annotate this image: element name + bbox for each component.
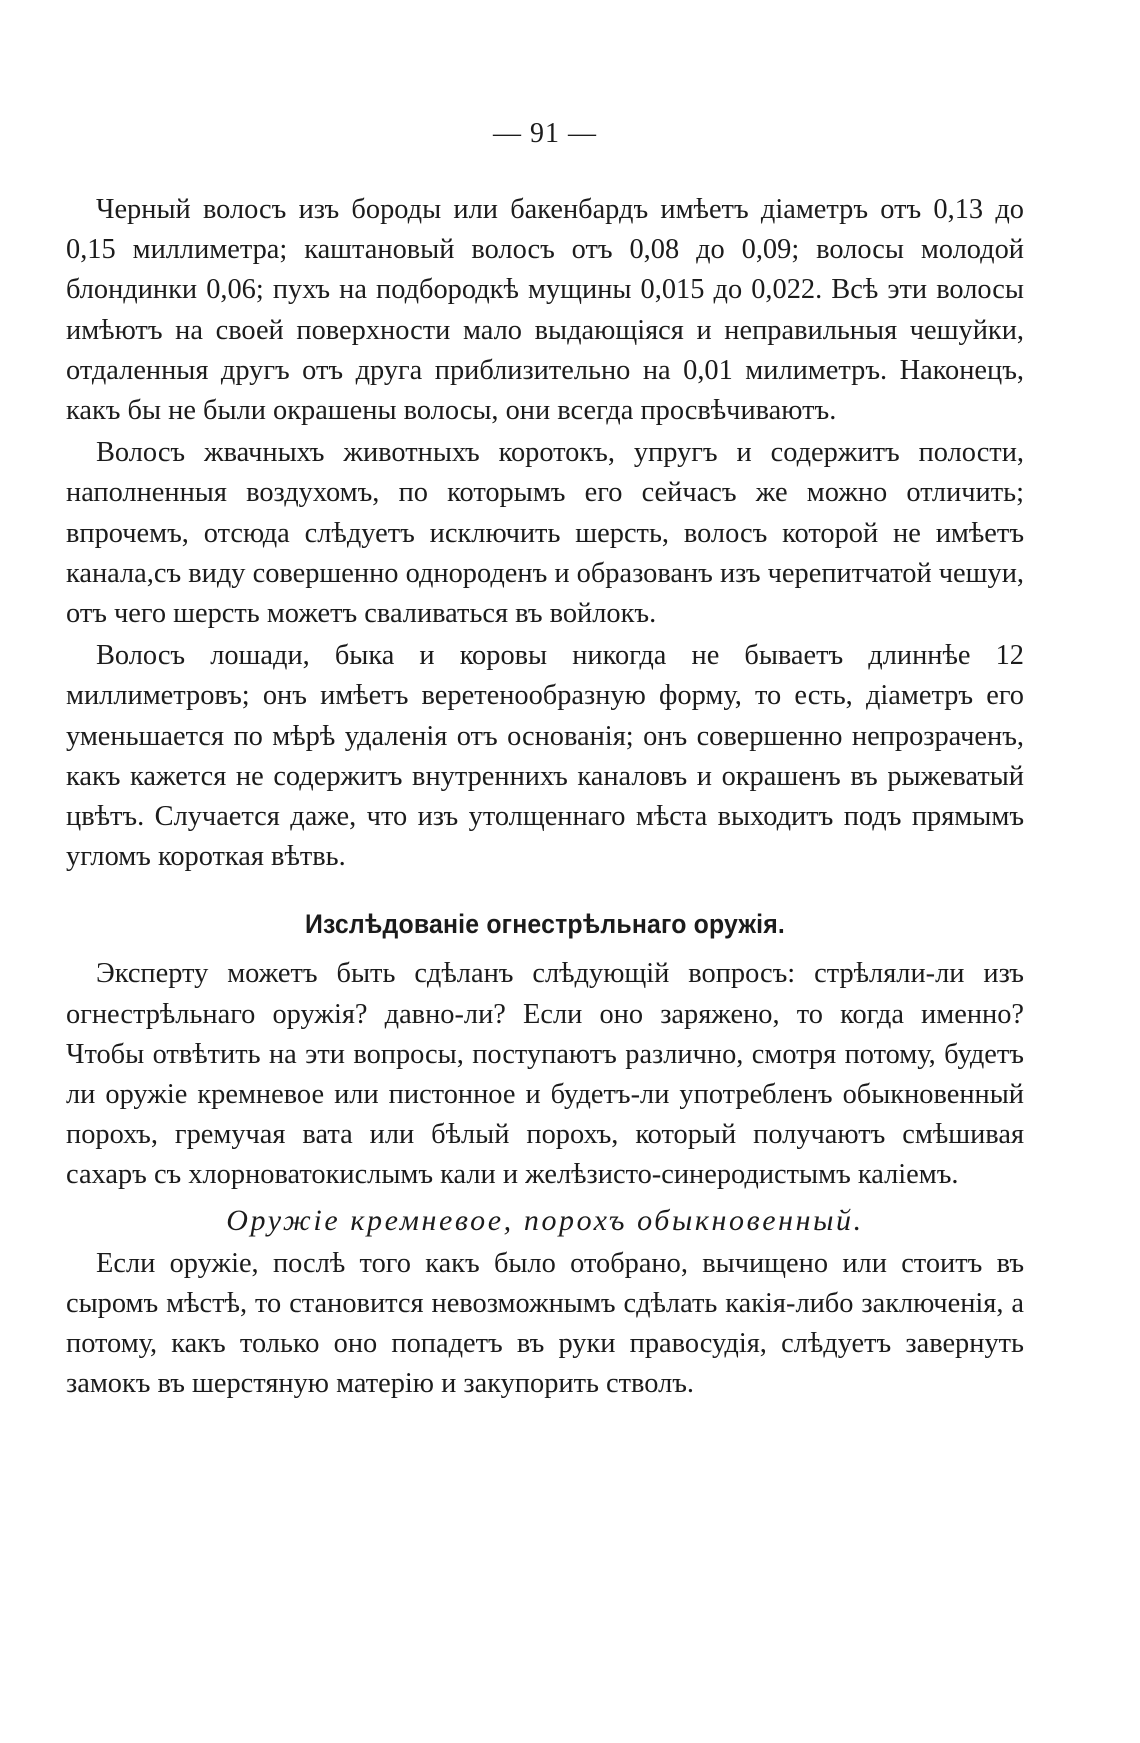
paragraph-horse-hair: Волосъ лошади, быка и коровы никогда не бываетъ длиннѣе 12 миллиметровъ; онъ имѣетъ веретенообразную форму, то есть, діаметръ его уменьшается по мѣрѣ удаленія отъ основанія; онъ совершенно непрозраченъ, какъ кажется не содержитъ внутреннихъ каналовъ и окрашенъ въ рыжеватый цвѣтъ. Случается даже, что изъ утолщеннаго мѣста выходитъ подъ прямымъ угломъ короткая вѣтвь. <box>66 640 1024 873</box>
page-number: — 91 — <box>493 118 597 149</box>
paragraph-weapon-handling: Если оружіе, послѣ того какъ было отобрано, вычищено или стоитъ въ сыромъ мѣстѣ, то становится невозможнымъ сдѣлать какія-либо заключенія, а потому, какъ только оно попадетъ въ руки правосудія, слѣдуетъ завернуть замокъ въ шерстяную матерію и закупорить стволъ. <box>66 1247 1024 1400</box>
section-heading: Изслѣдованіе огнестрѣльнаго оружія. <box>304 909 786 940</box>
paragraph-ruminant-hair: Волосъ жвачныхъ животныхъ коротокъ, упругъ и содержитъ полости, наполненныя воздухомъ, по которымъ его сейчасъ же можно отличить; впрочемъ, отсюда слѣдуетъ исключить шерсть, волосъ которой не имѣетъ канала,съ виду совершенно однороденъ и образованъ изъ черепитчатой чешуи, отъ чего шерсть можетъ сваливаться въ войлокъ. <box>66 437 1025 630</box>
sub-heading: Оружіе кремневое, порохъ обыкновенный. <box>226 1203 864 1237</box>
paragraph-beard-hair: Черный волосъ изъ бороды или бакенбардъ имѣетъ діаметръ отъ 0,13 до 0,15 миллиметра; каштановый волосъ отъ 0,08 до 0,09; волосы молодой блондинки 0,06; пухъ на подбородкѣ мущины 0,015 до 0,022. Всѣ эти волосы имѣютъ на своей поверхности мало выдающіяся и неправильныя чешуйки, отдаленныя другъ отъ друга приблизительно на 0,01 милиметръ. Наконецъ, какъ бы не были окрашены волосы, они всегда просвѣчиваютъ. <box>66 194 1024 427</box>
paragraph-expert-question: Эксперту можетъ быть сдѣланъ слѣдующій вопросъ: стрѣляли-ли изъ огнестрѣльнаго оружія? давно-ли? Если оно заряжено, то когда именно? Чтобы отвѣтить на эти вопросы, поступаютъ различно, смотря потому, будетъ ли оружіе кремневое или пистонное и будетъ-ли употребленъ обыкновенный порохъ, гремучая вата или бѣлый порохъ, который получаютъ смѣшивая сахаръ съ хлорноватокислымъ кали и желѣзисто-синеродистымъ каліемъ. <box>66 958 1024 1191</box>
book-page <box>66 118 1024 1404</box>
